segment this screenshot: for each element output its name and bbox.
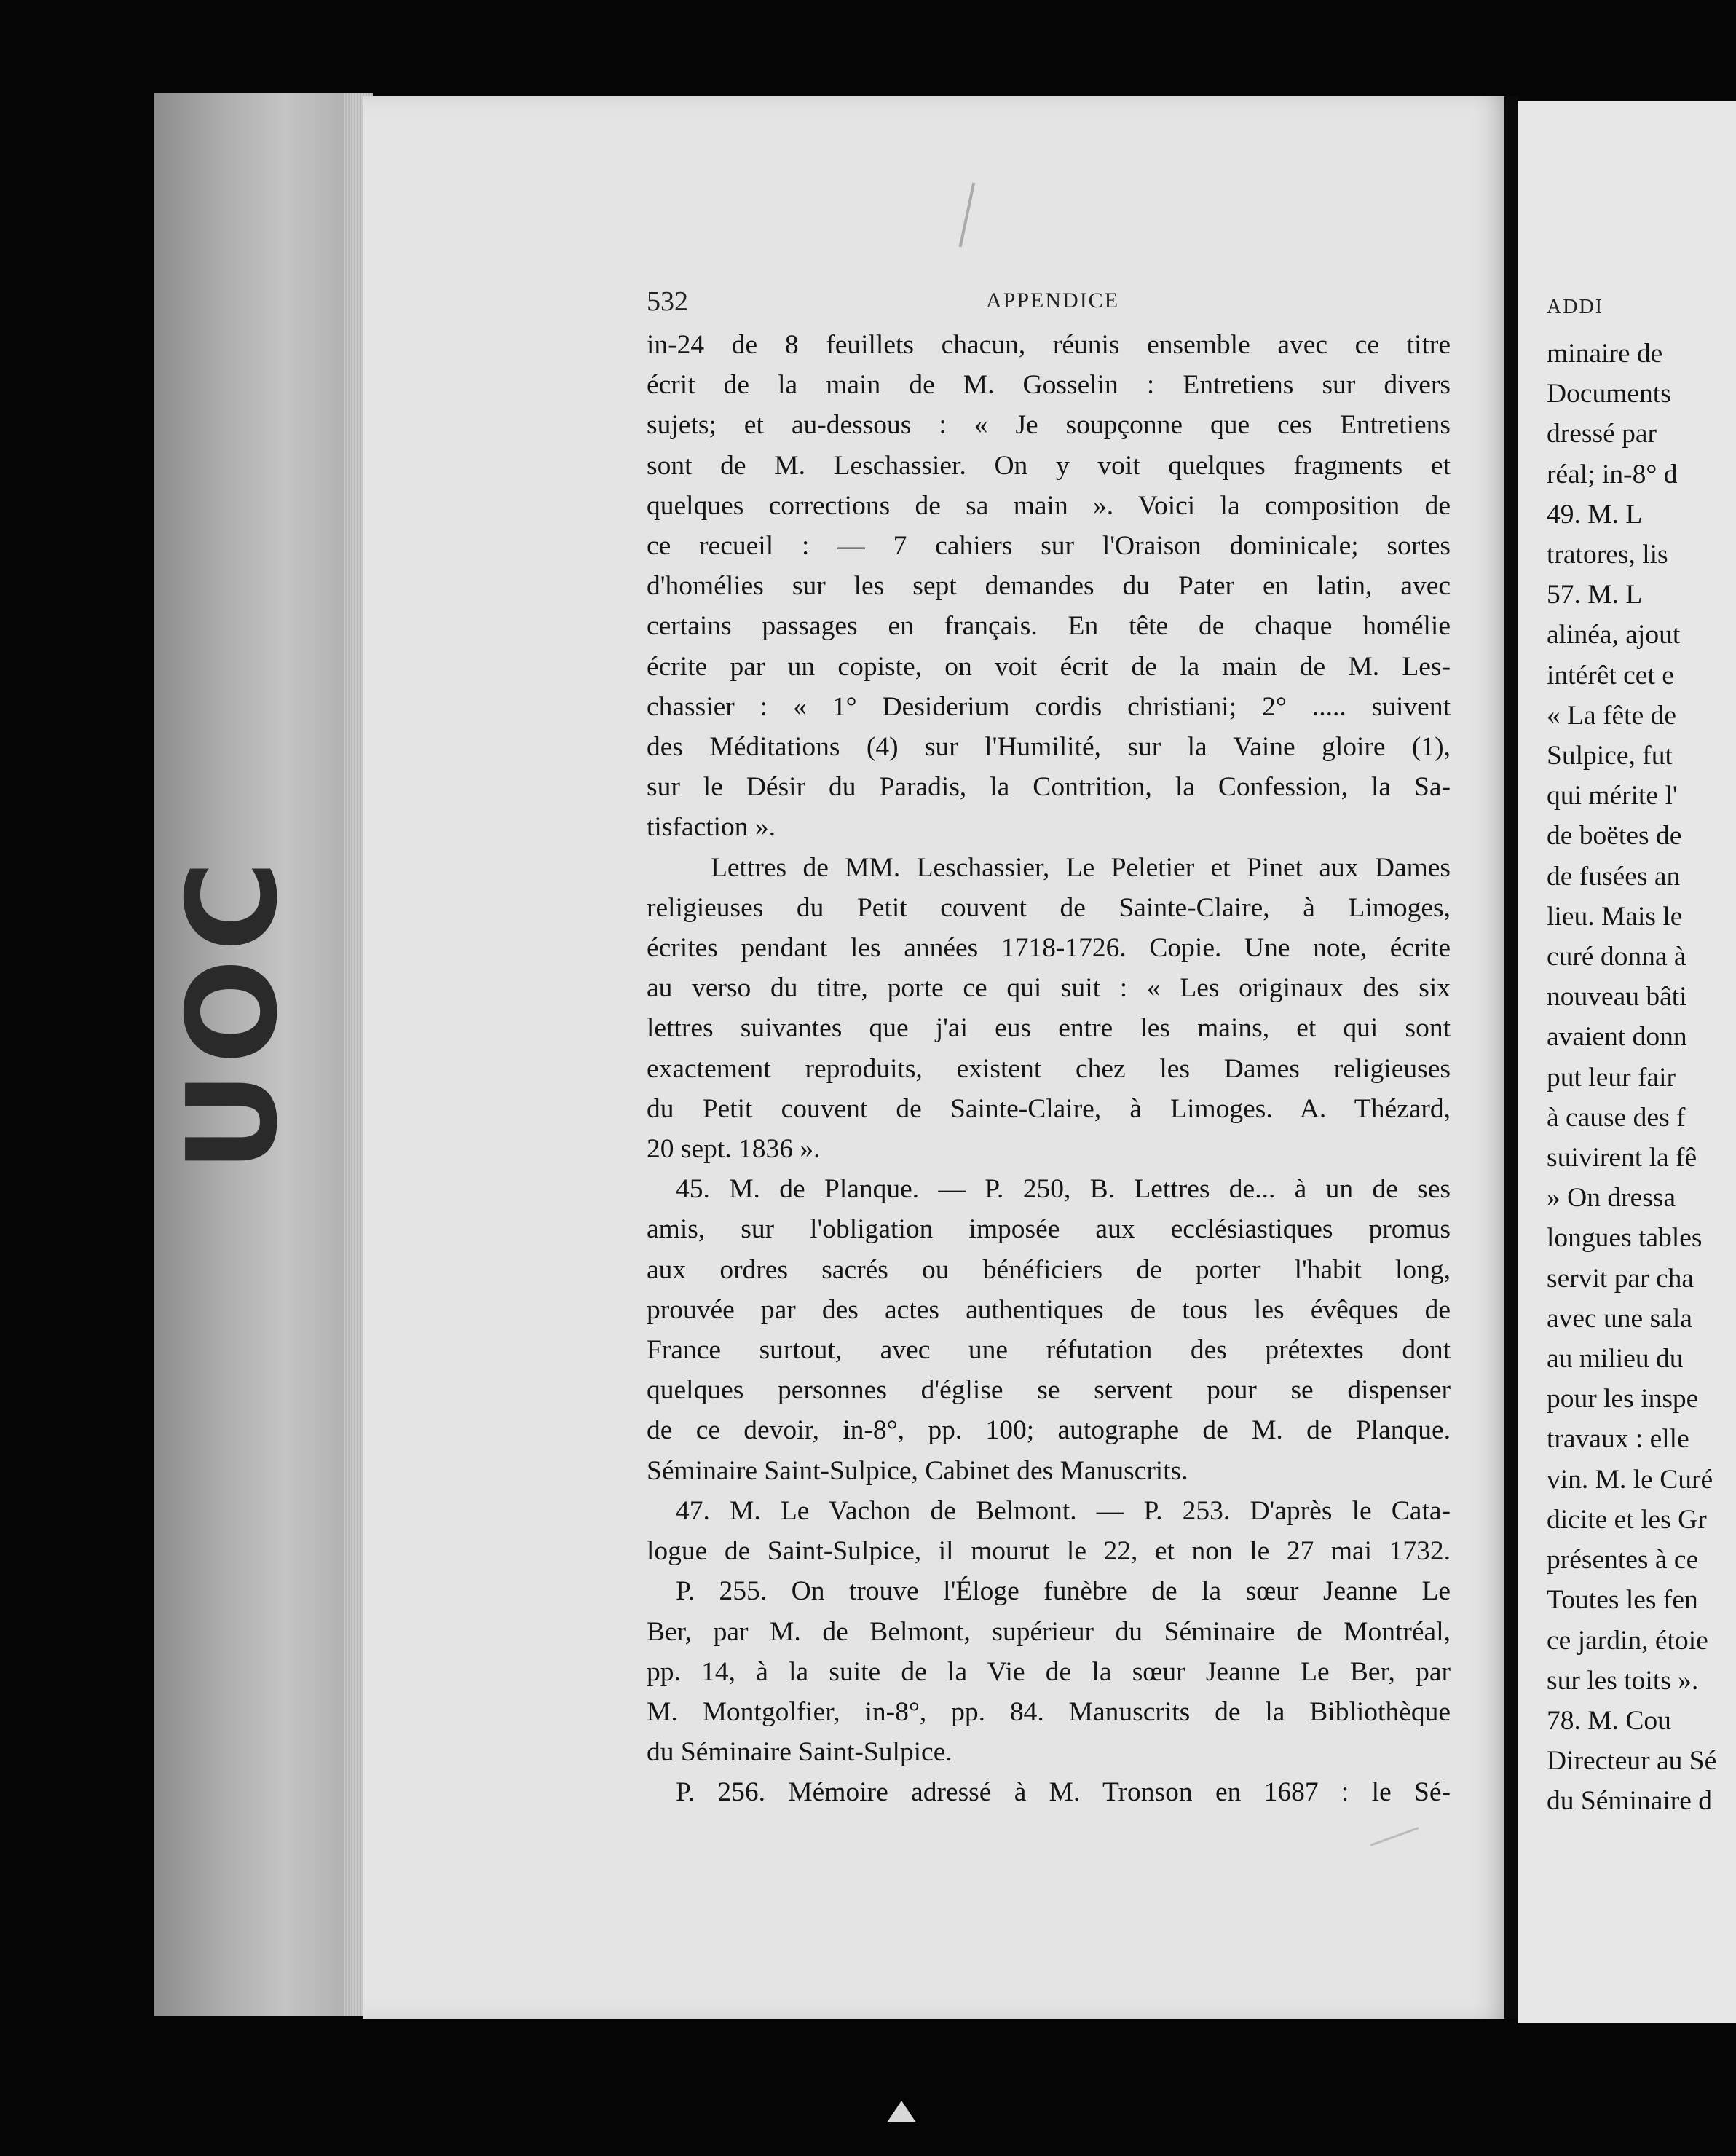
text-line: alinéa, ajout (1547, 620, 1681, 650)
text-line: lieu. Mais le (1547, 901, 1683, 932)
text-line: dressé par (1547, 419, 1657, 449)
text-line: présentes à ce (1547, 1545, 1699, 1575)
text-line: prouvée par des actes authentiques de tous les évêques de (647, 1294, 1451, 1325)
text-line: Lettres de MM. Leschassier, Le Peletier et Pinet aux Dames (711, 852, 1451, 883)
text-line: réal; in-8° d (1547, 459, 1678, 489)
text-line: certains passages en français. En tête de chaque homélie (647, 611, 1451, 642)
text-line: avec une sala (1547, 1303, 1692, 1334)
page-number: 532 (647, 286, 688, 317)
book-gutter (1504, 96, 1519, 2019)
text-line: sont de M. Leschassier. On y voit quelques fragments et (647, 450, 1451, 481)
text-line: Séminaire Saint-Sulpice, Cabinet des Manuscrits. (647, 1455, 1188, 1486)
text-line: longues tables (1547, 1223, 1703, 1254)
text-line: amis, sur l'obligation imposée aux ecclésiastiques promus (647, 1214, 1451, 1245)
text-line: qui mérite l' (1547, 781, 1678, 811)
text-line: de fusées an (1547, 861, 1681, 892)
microfilm-arrow-icon (887, 2101, 916, 2122)
text-line: des Méditations (4) sur l'Humilité, sur la Vaine gloire (1), (647, 732, 1451, 763)
text-line: sur le Désir du Paradis, la Contrition, la Confession, la Sa- (647, 772, 1451, 803)
text-line: chassier : « 1° Desiderium cordis christiani; 2° ..... suivent (647, 691, 1451, 722)
spine-library-stamp: UOC (161, 853, 305, 1172)
text-line: tratores, lis (1547, 540, 1668, 570)
text-line: France surtout, avec une réfutation des prétextes dont (647, 1335, 1451, 1366)
text-line: suivirent la fê (1547, 1143, 1697, 1173)
text-line: sujets; et au-dessous : « Je soupçonne que ces Entretiens (647, 410, 1451, 441)
text-line: tisfaction ». (647, 812, 776, 843)
text-line: aux ordres sacrés ou bénéficiers de porter l'habit long, (647, 1254, 1451, 1285)
text-line: Toutes les fen (1547, 1585, 1698, 1616)
text-line: pour les inspe (1547, 1384, 1699, 1415)
text-line: curé donna à (1547, 942, 1686, 972)
text-line: lettres suivantes que j'ai eus entre les mains, et qui sont (647, 1013, 1451, 1044)
text-line: minaire de (1547, 339, 1663, 369)
text-line: P. 256. Mémoire adressé à M. Tronson en 1687 : le Sé- (676, 1777, 1451, 1808)
text-line: « La fête de (1547, 700, 1677, 731)
text-line: 57. M. L (1547, 580, 1643, 610)
text-line: du Séminaire Saint-Sulpice. (647, 1737, 952, 1768)
text-line: put leur fair (1547, 1062, 1676, 1093)
text-line: » On dressa (1547, 1183, 1676, 1213)
text-line: sur les toits ». (1547, 1665, 1699, 1696)
text-line: Documents (1547, 379, 1671, 409)
text-line: Sulpice, fut (1547, 741, 1673, 771)
text-line: écrit de la main de M. Gosselin : Entretiens sur divers (647, 370, 1451, 401)
text-line: logue de Saint-Sulpice, il mourut le 22, et non le 27 mai 1732. (647, 1536, 1451, 1567)
text-line: écrites pendant les années 1718-1726. Copie. Une note, écrite (647, 933, 1451, 964)
entry-45-heading-line: 45. M. de Planque. — P. 250, B. Lettres de... à un de ses (676, 1174, 1451, 1205)
text-line: intérêt cet e (1547, 660, 1674, 691)
text-line: à cause des f (1547, 1102, 1686, 1133)
text-line: au verso du titre, porte ce qui suit : « Les originaux des six (647, 973, 1451, 1004)
text-line: P. 255. On trouve l'Éloge funèbre de la sœur Jeanne Le (676, 1576, 1451, 1607)
running-title: APPENDICE (986, 288, 1120, 312)
text-line: quelques personnes d'église se servent pour se dispenser (647, 1375, 1451, 1406)
right-running-title: ADDI (1547, 296, 1603, 318)
text-line: nouveau bâti (1547, 982, 1687, 1012)
text-line: in-24 de 8 feuillets chacun, réunis ensemble avec ce titre (647, 330, 1451, 360)
text-line: servit par cha (1547, 1263, 1694, 1294)
text-line: ce jardin, étoie (1547, 1625, 1708, 1656)
text-line: du Petit couvent de Sainte-Claire, à Limoges. A. Thézard, (647, 1093, 1451, 1124)
text-line: 49. M. L (1547, 499, 1643, 530)
entry-47-heading-line: 47. M. Le Vachon de Belmont. — P. 253. D'après le Cata- (676, 1495, 1451, 1526)
text-line: quelques corrections de sa main ». Voici la composition de (647, 490, 1451, 521)
text-line: 20 sept. 1836 ». (647, 1134, 821, 1165)
text-line: de boëtes de (1547, 821, 1682, 851)
text-line: religieuses du Petit couvent de Sainte-Claire, à Limoges, (647, 892, 1451, 923)
text-line: 78. M. Cou (1547, 1705, 1671, 1736)
text-line: de ce devoir, in-8°, pp. 100; autographe de M. de Planque. (647, 1415, 1451, 1446)
text-line: exactement reproduits, existent chez les Dames religieuses (647, 1053, 1451, 1084)
right-page-text (1547, 334, 1736, 1822)
text-line: au milieu du (1547, 1344, 1684, 1374)
text-line: M. Montgolfier, in-8°, pp. 84. Manuscrits de la Bibliothèque (647, 1696, 1451, 1727)
text-line: ce recueil : — 7 cahiers sur l'Oraison dominicale; sortes (647, 531, 1451, 562)
text-line: écrite par un copiste, on voit écrit de la main de M. Les- (647, 651, 1451, 682)
text-line: d'homélies sur les sept demandes du Pater en latin, avec (647, 571, 1451, 602)
text-line: vin. M. le Curé (1547, 1464, 1713, 1495)
text-line: du Séminaire d (1547, 1786, 1713, 1817)
text-line: avaient donn (1547, 1022, 1687, 1053)
text-line: dicite et les Gr (1547, 1504, 1707, 1535)
text-line: Directeur au Sé (1547, 1746, 1717, 1777)
text-line: travaux : elle (1547, 1424, 1689, 1455)
text-line: Ber, par M. de Belmont, supérieur du Séminaire de Montréal, (647, 1616, 1451, 1647)
page-body-text (647, 325, 1451, 1813)
text-line: pp. 14, à la suite de la Vie de la sœur Jeanne Le Ber, par (647, 1656, 1451, 1687)
